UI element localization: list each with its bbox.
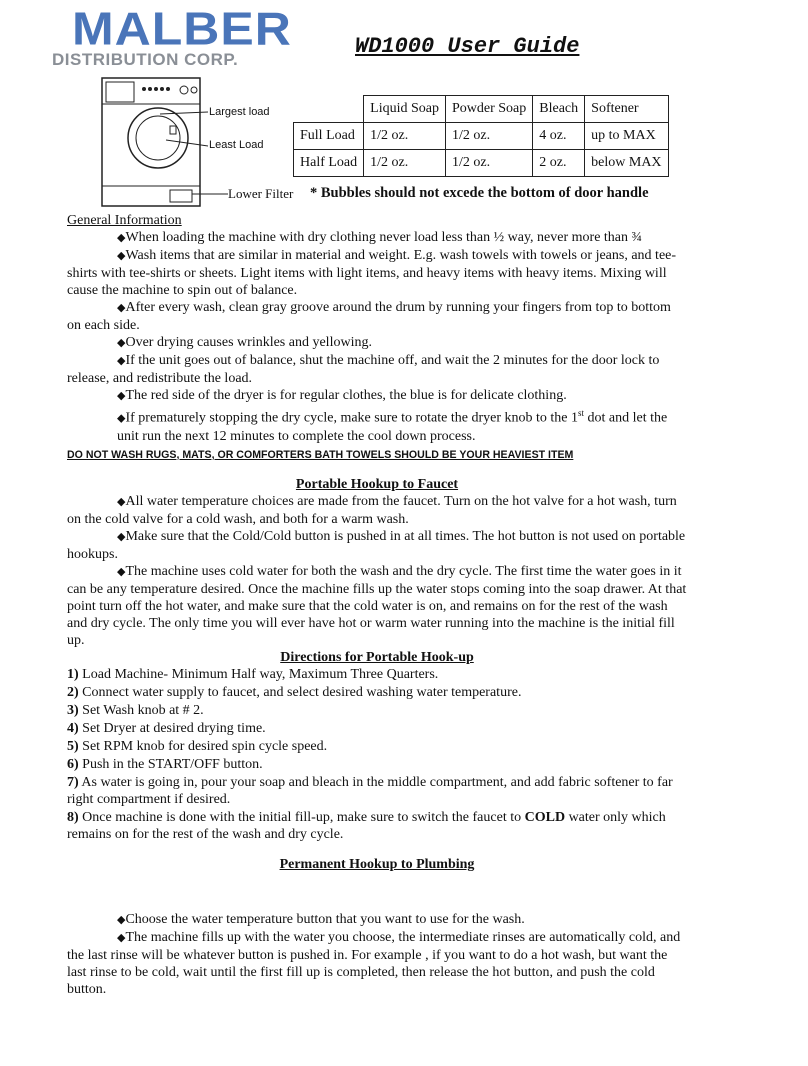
- list-item: ◆When loading the machine with dry clothing never load less than ½ way, never more than ¾: [117, 230, 643, 245]
- step-item: 2) Connect water supply to faucet, and select desired washing water temperature.: [67, 684, 522, 700]
- bullet-icon: ◆: [117, 495, 126, 508]
- column-header: Softener: [585, 96, 668, 123]
- bullet-icon: ◆: [117, 530, 126, 543]
- list-item: ◆After every wash, clean gray groove around the drum by running your fingers from top to bottom on each side.: [67, 300, 671, 333]
- least-load-label: Least Load: [209, 139, 264, 151]
- bullet-icon: ◆: [117, 913, 126, 926]
- bullet-icon: ◆: [117, 250, 126, 262]
- permanent-heading: Permanent Hookup to Plumbing: [279, 856, 475, 872]
- brand-subtitle: DISTRIBUTION CORP.: [52, 50, 239, 69]
- dosage-table: [293, 95, 669, 177]
- table-cell: up to MAX: [585, 123, 668, 150]
- table-row: [294, 123, 669, 150]
- step-item: 8) Once machine is done with the initial fill-up, make sure to switch the faucet to COLD water only which remains on for the rest of the wash and dry cycle.: [67, 809, 666, 842]
- table-corner: [294, 96, 364, 123]
- row-label: Full Load: [294, 123, 364, 150]
- step-item: 5) Set RPM knob for desired spin cycle speed.: [67, 738, 328, 754]
- column-header: Bleach: [533, 96, 585, 123]
- bullet-icon: ◆: [117, 337, 126, 349]
- table-row: [294, 150, 669, 177]
- directions-heading: Directions for Portable Hook-up: [280, 649, 474, 665]
- list-item: ◆If prematurely stopping the dry cycle, make sure to rotate the dryer knob to the 1st dot and let the unit run the next 12 minutes to complete the cool down process.: [117, 408, 668, 444]
- lower-filter-label: Lower Filter: [228, 186, 294, 201]
- bubbles-note: * Bubbles should not excede the bottom of door handle: [310, 185, 649, 201]
- list-item: ◆The red side of the dryer is for regular clothes, the blue is for delicate clothing.: [117, 388, 567, 403]
- table-cell: below MAX: [585, 150, 668, 177]
- step-item: 1) Load Machine- Minimum Half way, Maximum Three Quarters.: [67, 666, 439, 682]
- step-item: 3) Set Wash knob at # 2.: [67, 702, 204, 718]
- bullet-icon: ◆: [117, 565, 126, 578]
- brand-logo: MALBER: [72, 3, 292, 55]
- table-cell: 2 oz.: [533, 150, 585, 177]
- bullet-icon: ◆: [117, 232, 126, 244]
- page-title: WD1000 User Guide: [355, 34, 580, 59]
- list-item: ◆Make sure that the Cold/Cold button is pushed in at all times. The hot button is not used on portable hookups.: [67, 528, 686, 562]
- table-cell: 1/2 oz.: [446, 150, 533, 177]
- bullet-icon: ◆: [117, 302, 126, 314]
- table-cell: 4 oz.: [533, 123, 585, 150]
- list-item: ◆All water temperature choices are made from the faucet. Turn on the hot valve for a hot wash, turn on the cold valve for a cold wash, and both for a warm wash.: [67, 493, 677, 527]
- largest-load-label: Largest load: [209, 106, 270, 118]
- warning-text: DO NOT WASH RUGS, MATS, OR COMFORTERS BATH TOWELS SHOULD BE YOUR HEAVIEST ITEM: [67, 448, 574, 461]
- bullet-icon: ◆: [117, 412, 126, 425]
- table-cell: 1/2 oz.: [364, 123, 446, 150]
- table-cell: 1/2 oz.: [364, 150, 446, 177]
- list-item: ◆The machine fills up with the water you choose, the intermediate rinses are automatically cold, and the last rinse will be whatever button is pushed in. For example , if you want to do a hot wash, but want the last rinse to be cold, wait until the first fill up is completed, then release the hot button, and push the cold button.: [67, 929, 681, 997]
- general-heading: General Information: [67, 213, 182, 228]
- column-header: Powder Soap: [446, 96, 533, 123]
- list-item: ◆If the unit goes out of balance, shut the machine off, and wait the 2 minutes for the door lock to release, and redistribute the load.: [67, 353, 660, 386]
- list-item: ◆Wash items that are similar in material and weight. E.g. wash towels with towels or jeans, and tee-shirts with tee-shirts or sheets. Light items with light items, and heavy items with heavy items. Mixing will cause the machine to spin out of balance.: [67, 248, 677, 298]
- document-body: [67, 212, 687, 998]
- bullet-icon: ◆: [117, 931, 126, 944]
- step-item: 7) As water is going in, pour your soap and bleach in the middle compartment, and add fabric softener to far right compartment if desired.: [67, 774, 673, 807]
- bullet-icon: ◆: [117, 355, 126, 367]
- step-item: 4) Set Dryer at desired drying time.: [67, 720, 266, 736]
- column-header: Liquid Soap: [364, 96, 446, 123]
- step-item: 6) Push in the START/OFF button.: [67, 756, 263, 772]
- list-item: ◆The machine uses cold water for both the wash and the dry cycle. The first time the water goes in it can be any temperature desired. Once the machine fills up the water stops coming into the soap drawer. At that point turn off the hot water, and make sure that the cold water is on, and remains on for the rest of the wash and dry cycle. The only time you will ever have hot or warm water running into the machine is the initial fill up.: [67, 563, 687, 648]
- bullet-icon: ◆: [117, 390, 126, 402]
- portable-heading: Portable Hookup to Faucet: [295, 476, 459, 492]
- list-item: ◆Over drying causes wrinkles and yellowing.: [117, 335, 372, 350]
- table-cell: 1/2 oz.: [446, 123, 533, 150]
- row-label: Half Load: [294, 150, 364, 177]
- list-item: ◆Choose the water temperature button that you want to use for the wash.: [117, 911, 525, 927]
